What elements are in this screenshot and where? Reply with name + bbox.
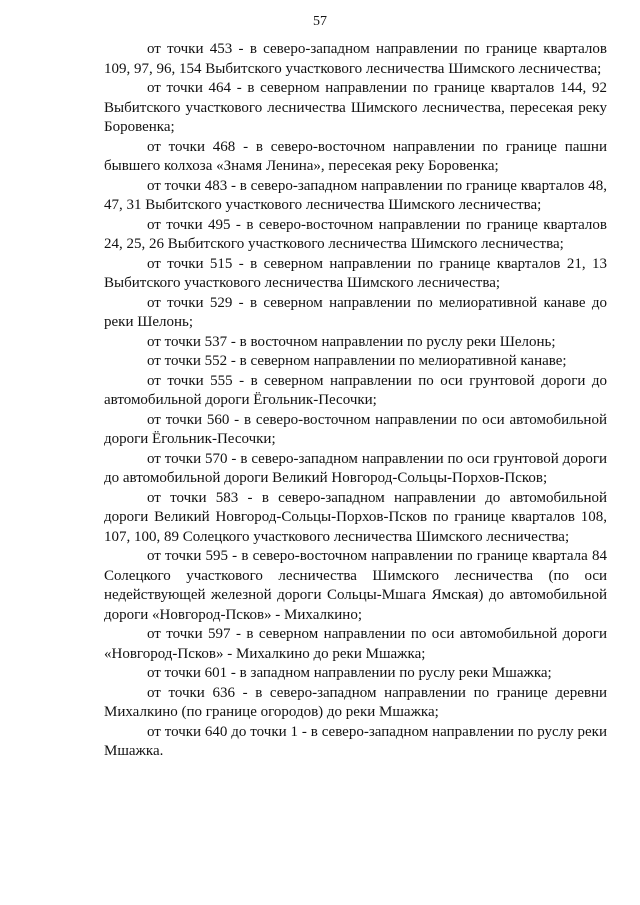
paragraph-point-597: от точки 597 - в северном направлении по оси автомобильной дороги «Новгород-Псков» - Михалкино до реки Мшажка; (104, 626, 607, 662)
paragraph-point-595: от точки 595 - в северо-восточном направлении по границе квартала 84 Солецкого участкового лесничества Шимского лесничества (по оси недействующей железной дороги Сольцы-Мшага Ямская) до автомобильной дороги «Новгород-Псков» - Михалкино; (104, 548, 607, 623)
paragraph-point-583: от точки 583 - в северо-западном направлении до автомобильной дороги Великий Новгород-Сольцы-Порхов-Псков по границе кварталов 108, 107, 100, 89 Солецкого участкового лесничества Шимского лесничества; (104, 489, 607, 545)
page-number: 57 (313, 14, 327, 29)
paragraph-point-636: от точки 636 - в северо-западном направлении по границе деревни Михалкино (по границе огородов) до реки Мшажка; (104, 684, 607, 720)
paragraph-point-560: от точки 560 - в северо-восточном направлении по оси автомобильной дороги Ёгольник-Песочки; (104, 411, 607, 447)
paragraph-point-495: от точки 495 - в северо-восточном направлении по границе кварталов 24, 25, 26 Выбитского участкового лесничества Шимского лесничества; (104, 216, 607, 252)
paragraph-point-555: от точки 555 - в северном направлении по оси грунтовой дороги до автомобильной дороги Ёгольник-Песочки; (104, 372, 607, 408)
paragraph-point-468: от точки 468 - в северо-восточном направлении по границе пашни бывшего колхоза «Знамя Ленина», пересекая реку Боровенка; (104, 138, 607, 174)
paragraph-point-453: от точки 453 - в северо-западном направлении по границе кварталов 109, 97, 96, 154 Выбитского участкового лесничества Шимского лесничества; (104, 41, 607, 77)
paragraph-point-537: от точки 537 - в восточном направлении по руслу реки Шелонь; (147, 333, 556, 350)
paragraph-point-601: от точки 601 - в западном направлении по руслу реки Мшажка; (147, 665, 552, 681)
paragraph-point-570: от точки 570 - в северо-западном направлении по оси грунтовой дороги до автомобильной дороги Великий Новгород-Сольцы-Порхов-Псков; (104, 450, 607, 486)
paragraph-point-515: от точки 515 - в северном направлении по границе кварталов 21, 13 Выбитского участкового лесничества Шимского лесничества; (104, 255, 607, 291)
paragraph-point-483: от точки 483 - в северо-западном направлении по границе кварталов 48, 47, 31 Выбитского участкового лесничества Шимского лесничества; (104, 177, 607, 213)
paragraph-point-640: от точки 640 до точки 1 - в северо-западном направлении по руслу реки Мшажка. (104, 723, 607, 759)
document-body (104, 40, 607, 762)
paragraph-point-552: от точки 552 - в северном направлении по мелиоративной канаве; (147, 353, 567, 369)
paragraph-point-464: от точки 464 - в северном направлении по границе кварталов 144, 92 Выбитского участкового лесничества Шимского лесничества, пересекая реку Боровенка; (104, 80, 607, 135)
paragraph-point-529: от точки 529 - в северном направлении по мелиоративной канаве до реки Шелонь; (104, 294, 607, 330)
